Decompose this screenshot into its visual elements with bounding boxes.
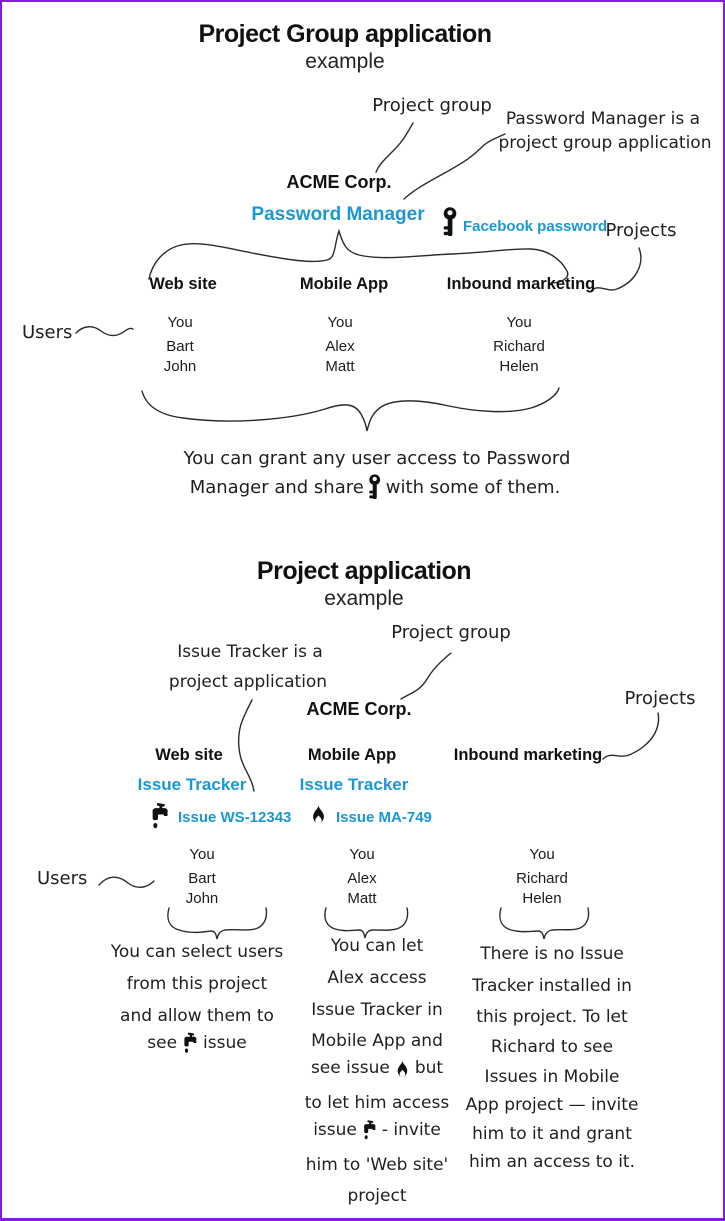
note-mobile-line7 bbox=[313, 1120, 441, 1140]
note-inbound-line8: him an access to it. bbox=[468, 1152, 636, 1172]
project-group-app-name: Password Manager bbox=[251, 204, 425, 225]
note-text: - invite bbox=[381, 1120, 441, 1140]
note-inbound-line4: Richard to see bbox=[490, 1037, 614, 1057]
user-name: Matt bbox=[325, 358, 355, 375]
note-web-site-line2: from this project bbox=[126, 974, 268, 994]
project-app-mobile-app: Issue Tracker bbox=[299, 775, 409, 794]
note-mobile-line5 bbox=[311, 1058, 443, 1078]
brace-web-site-users bbox=[168, 908, 267, 939]
user-name: You bbox=[529, 846, 555, 863]
caption-line2 bbox=[190, 474, 561, 500]
note-text: see issue bbox=[310, 1058, 390, 1078]
faucet-icon bbox=[150, 801, 170, 831]
annotation-app-note-2-line2: project application bbox=[168, 672, 328, 692]
project-name-mobile-app-2: Mobile App bbox=[307, 746, 397, 764]
note-web-site-line3: and allow them to bbox=[120, 1006, 274, 1026]
caption-line2-after: with some of them. bbox=[385, 476, 561, 498]
issue-label-web-site: Issue WS-12343 bbox=[178, 809, 292, 826]
note-mobile-line3: Issue Tracker in bbox=[311, 1000, 443, 1020]
section2-subtitle: example bbox=[324, 587, 404, 610]
user-name: Matt bbox=[347, 890, 377, 907]
connector-projects-2 bbox=[603, 713, 659, 759]
note-inbound-line7: him to it and grant bbox=[472, 1124, 632, 1144]
note-inbound-line3: this project. To let bbox=[476, 1007, 628, 1027]
annotation-users-2: Users bbox=[37, 868, 88, 889]
flame-icon bbox=[395, 1059, 410, 1078]
note-text: issue bbox=[203, 1033, 247, 1053]
note-mobile-line8: him to 'Web site' bbox=[305, 1155, 449, 1175]
project-app-web-site: Issue Tracker bbox=[137, 775, 247, 794]
brace-inbound-users bbox=[500, 908, 589, 939]
annotation-project-group-2: Project group bbox=[391, 622, 511, 643]
user-name: You bbox=[327, 314, 353, 331]
section1-subtitle: example bbox=[305, 50, 385, 73]
note-mobile-line4: Mobile App and bbox=[311, 1031, 443, 1051]
shared-item-label: Facebook password bbox=[463, 218, 608, 235]
user-name: Alex bbox=[325, 338, 355, 355]
caption-line1: You can grant any user access to Password bbox=[183, 448, 571, 469]
connector-project-group-2 bbox=[401, 653, 451, 699]
user-name: You bbox=[349, 846, 375, 863]
note-text: but bbox=[414, 1058, 444, 1078]
brace-users-caption bbox=[142, 388, 559, 431]
user-name: You bbox=[167, 314, 193, 331]
project-name-mobile-app-1: Mobile App bbox=[299, 275, 389, 293]
connector-projects-1 bbox=[591, 248, 641, 291]
flame-icon bbox=[310, 803, 327, 825]
annotation-app-note-1-line1: Password Manager is a bbox=[505, 109, 701, 129]
issue-label-mobile-app: Issue MA-749 bbox=[336, 809, 432, 826]
user-name: John bbox=[163, 358, 197, 375]
annotation-users-1: Users bbox=[22, 322, 73, 343]
note-text: see bbox=[147, 1033, 178, 1053]
note-web-site-line1: You can select users bbox=[110, 942, 284, 962]
brace-mobile-app-users bbox=[325, 908, 408, 938]
faucet-icon bbox=[182, 1032, 198, 1054]
note-inbound-line2: Tracker installed in bbox=[472, 976, 632, 996]
note-mobile-line9: project bbox=[347, 1186, 407, 1206]
user-name: Bart bbox=[188, 870, 216, 887]
key-icon bbox=[369, 474, 381, 500]
user-name: Richard bbox=[493, 338, 545, 355]
note-inbound-line1: There is no Issue bbox=[480, 944, 624, 964]
section2-title: Project application bbox=[256, 557, 472, 585]
caption-line2-before: Manager and share bbox=[189, 476, 364, 498]
squiggle-users-1 bbox=[76, 327, 133, 336]
project-name-inbound-2: Inbound marketing bbox=[453, 746, 603, 764]
faucet-icon bbox=[362, 1120, 377, 1140]
annotation-projects-1: Projects bbox=[605, 220, 677, 241]
note-inbound-line6: App project — invite bbox=[465, 1095, 639, 1115]
section1-title: Project Group application bbox=[198, 20, 492, 48]
user-name: You bbox=[506, 314, 532, 331]
note-web-site-line4 bbox=[147, 1032, 246, 1054]
project-name-web-site-2: Web site bbox=[155, 746, 223, 764]
annotation-project-group-1: Project group bbox=[372, 95, 492, 116]
project-name-web-site-1: Web site bbox=[149, 275, 217, 293]
annotation-app-note-2-line1: Issue Tracker is a bbox=[177, 642, 323, 662]
note-inbound-line5: Issues in Mobile bbox=[484, 1067, 620, 1087]
note-mobile-line1: You can let bbox=[330, 936, 424, 956]
squiggle-users-2 bbox=[99, 877, 154, 887]
user-name: Helen bbox=[499, 358, 539, 375]
key-icon bbox=[443, 207, 457, 237]
note-mobile-line2: Alex access bbox=[327, 968, 427, 988]
org-name-2: ACME Corp. bbox=[306, 699, 412, 719]
user-name: You bbox=[189, 846, 215, 863]
annotation-projects-2: Projects bbox=[624, 688, 696, 709]
note-mobile-line6: to let him access bbox=[304, 1093, 450, 1113]
connector-app-note-1 bbox=[404, 134, 505, 199]
note-text: issue bbox=[313, 1120, 357, 1140]
user-name: Bart bbox=[166, 338, 194, 355]
project-name-inbound-1: Inbound marketing bbox=[446, 275, 596, 293]
user-name: Alex bbox=[347, 870, 377, 887]
connector-project-group-1 bbox=[376, 123, 413, 172]
annotation-app-note-1-line2: project group application bbox=[498, 133, 712, 153]
user-name: John bbox=[185, 890, 219, 907]
user-name: Richard bbox=[516, 870, 568, 887]
user-name: Helen bbox=[522, 890, 562, 907]
org-name-1: ACME Corp. bbox=[286, 172, 392, 192]
